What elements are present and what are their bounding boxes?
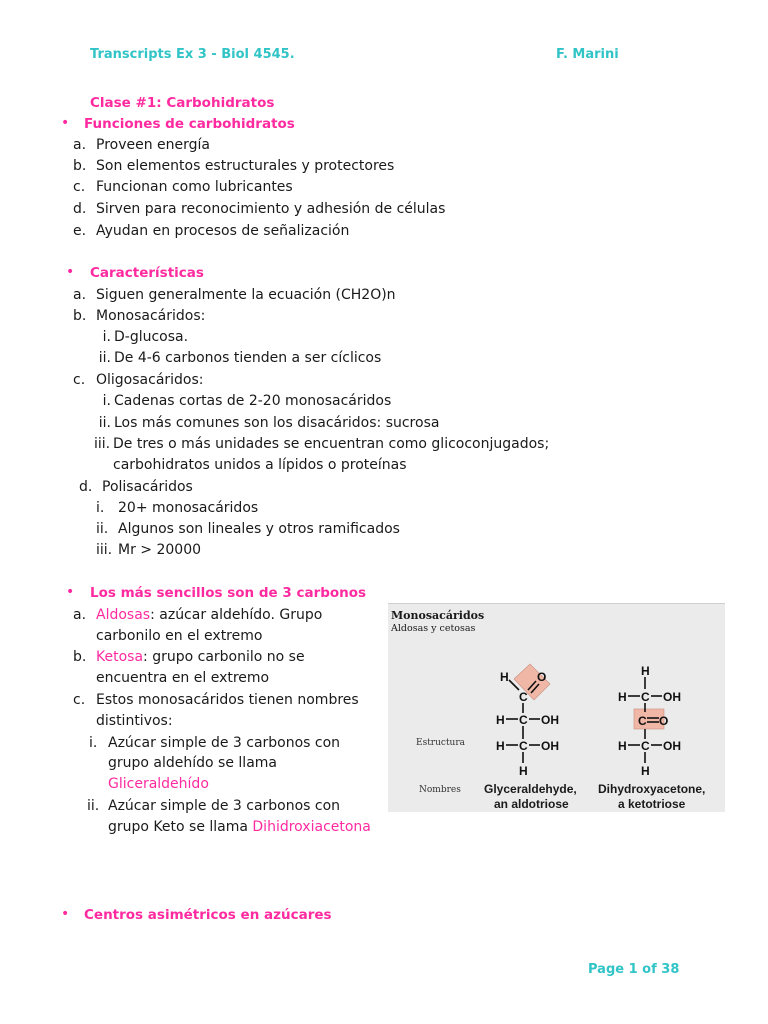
- list-item: [73, 177, 85, 198]
- list-marker: b.: [73, 158, 87, 174]
- list-item-text: Son elementos estructurales y protectores: [96, 158, 395, 174]
- atom-label: C: [519, 739, 528, 753]
- atom-label: OH: [541, 739, 559, 753]
- sub-marker: i.: [96, 500, 105, 516]
- sub-item-text: D-glucosa.: [114, 329, 189, 345]
- list-marker: a.: [73, 137, 87, 153]
- sub-item-continuation: carbohidratos unidos a lípidos o proteínas: [113, 457, 407, 473]
- atom-label: C: [641, 690, 650, 704]
- section-heading-funciones: Funciones de carbohidratos: [84, 116, 295, 132]
- list-item-text: Funcionan como lubricantes: [96, 179, 293, 195]
- figure-title: Monosacáridos: [391, 609, 485, 622]
- sub-item-text: Cadenas cortas de 2-20 monosacáridos: [114, 393, 392, 409]
- atom-label: OH: [663, 739, 681, 753]
- atom-label: C: [641, 739, 650, 753]
- sub-item-text: 20+ monosacáridos: [118, 500, 259, 516]
- list-item-continuation: distintivos:: [96, 713, 173, 729]
- term-aldosas: Aldosas: [96, 607, 151, 623]
- doc-title: Transcripts Ex 3 - Biol 4545.: [90, 47, 295, 62]
- sub-marker: iii.: [96, 542, 113, 558]
- list-marker: b.: [73, 308, 87, 324]
- sub-item-text: Algunos son lineales y otros ramificados: [118, 521, 400, 537]
- sub-item-text: Azúcar simple de 3 carbonos con: [108, 798, 341, 814]
- term-ketosa: Ketosa: [96, 649, 144, 665]
- list-marker: a.: [73, 607, 87, 623]
- atom-label: O: [659, 714, 669, 728]
- sub-marker: i.: [102, 393, 111, 409]
- row-label-structure: Estructura: [416, 738, 466, 748]
- bullet: •: [61, 115, 70, 131]
- bullet: •: [66, 584, 75, 600]
- atom-label: OH: [663, 690, 681, 704]
- list-marker: c.: [73, 692, 86, 708]
- sub-marker: ii.: [98, 415, 111, 431]
- sub-item-continuation: [108, 817, 371, 838]
- term-definition: : grupo carbonilo no se: [143, 649, 305, 665]
- sub-item-text: Los más comunes son los disacáridos: sucrosa: [114, 415, 440, 431]
- atom-label: H: [641, 764, 650, 778]
- list-item: [73, 221, 86, 242]
- list-marker: d.: [79, 479, 93, 495]
- list-item: [73, 199, 86, 220]
- atom-label: H: [519, 764, 528, 778]
- list-item-text: Sirven para reconocimiento y adhesión de células: [96, 201, 446, 217]
- sub-marker: i.: [102, 329, 111, 345]
- atom-label: H: [500, 670, 509, 684]
- figure-subtitle: Aldosas y cetosas: [391, 623, 476, 634]
- dihydroxyacetone-name: Dihydroxyacetone,: [598, 782, 706, 796]
- monosaccharide-figure: [388, 603, 725, 812]
- bullet: •: [61, 906, 70, 922]
- list-item: [73, 135, 86, 156]
- page-number: Page 1 of 38: [588, 962, 680, 977]
- sub-item-continuation: grupo aldehído se llama: [108, 755, 277, 771]
- list-item: [73, 156, 86, 177]
- list-marker: d.: [73, 201, 87, 217]
- atom-label: H: [641, 664, 650, 678]
- section-heading-3-carbonos: Los más sencillos son de 3 carbonos: [90, 585, 367, 601]
- list-item-text: Polisacáridos: [102, 479, 193, 495]
- section-heading-centros: Centros asimétricos en azúcares: [84, 907, 332, 923]
- atom-label: O: [537, 670, 547, 684]
- sub-marker: ii.: [96, 521, 109, 537]
- atom-label: C: [519, 713, 528, 727]
- glyceraldehyde-class: an aldotriose: [494, 797, 569, 811]
- list-marker: c.: [73, 372, 86, 388]
- list-marker: c.: [73, 179, 86, 195]
- list-marker: a.: [73, 287, 87, 303]
- glyceraldehyde-structure: [388, 604, 725, 812]
- sub-item-text: De tres o más unidades se encuentran como glicoconjugados;: [113, 436, 550, 452]
- atom-label: H: [618, 690, 627, 704]
- doc-author: F. Marini: [556, 47, 619, 62]
- list-item-text: Estos monosacáridos tienen nombres: [96, 692, 359, 708]
- term-definition: : azúcar aldehído. Grupo: [150, 607, 323, 623]
- sub-marker: ii.: [87, 798, 100, 814]
- atom-label: C: [638, 714, 647, 728]
- list-item-text: Ayudan en procesos de señalización: [96, 223, 350, 239]
- clase-title: Clase #1: Carbohidratos: [90, 95, 275, 111]
- term-dihidroxiacetona: Dihidroxiacetona: [252, 819, 371, 835]
- sub-marker: iii.: [94, 436, 111, 452]
- sub-item-text: Azúcar simple de 3 carbonos con: [108, 735, 341, 751]
- list-marker: b.: [73, 649, 87, 665]
- sub-marker: ii.: [98, 350, 111, 366]
- glyceraldehyde-name: Glyceraldehyde,: [484, 782, 577, 796]
- bullet: •: [66, 264, 75, 280]
- list-item-text: [96, 647, 305, 668]
- sub-item-text: Mr > 20000: [118, 542, 202, 558]
- section-heading-caracteristicas: Características: [90, 265, 204, 281]
- sub-item-text: De 4-6 carbonos tienden a ser cíclicos: [114, 350, 382, 366]
- atom-label: H: [496, 713, 505, 727]
- atom-label: C: [519, 690, 528, 704]
- atom-label: OH: [541, 713, 559, 727]
- list-item-text: Proveen energía: [96, 137, 211, 153]
- list-marker: e.: [73, 223, 87, 239]
- list-item-text: [96, 605, 322, 626]
- atom-label: H: [618, 739, 627, 753]
- sub-item-continuation-text: grupo Keto se llama: [108, 819, 253, 835]
- list-item-text: Monosacáridos:: [96, 308, 206, 324]
- list-item-text: Siguen generalmente la ecuación (CH2O)n: [96, 287, 396, 303]
- term-gliceraldehido: Gliceraldehído: [108, 776, 209, 792]
- list-item-continuation: encuentra en el extremo: [96, 670, 270, 686]
- list-item-continuation: carbonilo en el extremo: [96, 628, 263, 644]
- sub-marker: i.: [89, 735, 98, 751]
- dihydroxyacetone-class: a ketotriose: [618, 797, 686, 811]
- row-label-names: Nombres: [419, 785, 461, 795]
- atom-label: H: [496, 739, 505, 753]
- list-item-text: Oligosacáridos:: [96, 372, 204, 388]
